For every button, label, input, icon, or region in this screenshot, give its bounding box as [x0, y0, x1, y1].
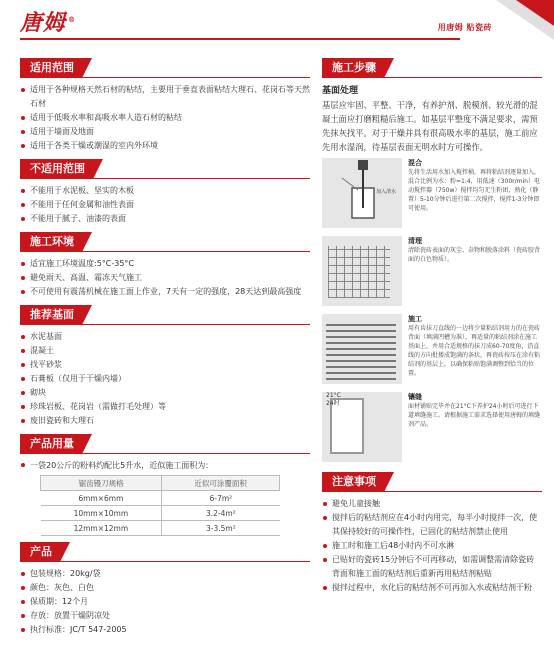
base-text: 基层应牢固、平整、干净，有养护剂、脱模剂、较光滑的混凝土面应打磨粗糙后施工。如基层平整度不满足要求，需预先抹灰找平。对于干燥并具有很高吸水率的基层，施工前应先用水湿润，待基层表面无明水时方可操作。	[322, 100, 538, 152]
temperature-label: 21°C 24时	[326, 392, 341, 407]
list-item: 搅拌过程中，水化后的粘结剂不可再加入水或粘结剂干粉	[322, 581, 542, 595]
usage-intro: 一袋20公斤的粉料约配比5升水，近似施工面积为：	[20, 459, 310, 472]
list-item: 珍珠岩板、花岗岩（需做打毛处理）等	[20, 400, 310, 414]
table-header: 近似可涂覆面积	[162, 476, 280, 491]
section-environment	[20, 232, 310, 299]
step-apply	[322, 314, 542, 388]
corner-decoration	[496, 0, 554, 40]
list-item: 不能用于腻子、油漆的表面	[20, 212, 310, 226]
section-usage	[20, 434, 310, 536]
table-cell: 10mm×10mm	[41, 506, 162, 521]
list-item: 混凝土	[20, 344, 310, 358]
list-item: 保质期：12个月	[20, 595, 310, 609]
list-item: 颜色：灰色、白色	[20, 581, 310, 595]
list-item: 适用于墙面及地面	[20, 125, 310, 139]
page-header	[0, 0, 554, 40]
section-scope	[20, 58, 310, 153]
list-item: 不能用于水泥板、坚实的木板	[20, 184, 310, 198]
step-text: 清理 清除瓷砖表面的灰尘、杂物和脱落涂料（瓷砖胶背面的白色物质）。	[408, 237, 541, 263]
list-item: 砌块	[20, 386, 310, 400]
section-substrates	[20, 305, 310, 428]
list-item: 不能用于任何金属和油性表面	[20, 198, 310, 212]
step-mix	[322, 158, 542, 232]
substrates-list	[20, 330, 310, 428]
list-item: 避免儿童接触	[322, 497, 542, 511]
section-header: 施工步骤	[322, 58, 542, 78]
product-list	[20, 567, 310, 637]
table-cell: 6mm×6mm	[41, 491, 162, 506]
step-text: 混合 先将生活用水加入搅拌桶，再将粘结剂逐量加入，混合比例为水：粉=1:4，用低速（300r/min）电动搅拌器（750w）搅拌均匀无生粉团，熟化（静置）5-10分钟后进行第二次搅拌，搅拌1-3分钟即可使用。	[408, 159, 541, 212]
list-item: 水泥基面	[20, 330, 310, 344]
list-item: 废旧瓷砖和大理石	[20, 414, 310, 428]
brand-tagline: 用唐姆 贴瓷砖	[437, 23, 492, 32]
section-product	[20, 542, 310, 637]
list-item: 找平砂浆	[20, 358, 310, 372]
grout-illustration	[322, 392, 402, 462]
table-header: 锯齿镘刀规格	[41, 476, 162, 491]
list-item: 包装规格：20kg/袋	[20, 567, 310, 581]
section-header: 产品	[20, 542, 310, 562]
trowel-illustration	[322, 314, 402, 384]
step-grout	[322, 392, 542, 466]
tile-illustration	[322, 236, 402, 306]
section-notes	[322, 472, 542, 595]
section-header: 不适用范围	[20, 159, 310, 179]
right-column	[322, 58, 542, 601]
table-cell: 6-7m²	[162, 491, 280, 506]
tile-grid-icon	[328, 246, 390, 298]
section-header: 施工环境	[20, 232, 310, 252]
scope-list	[20, 83, 310, 153]
step-text: 镶缝 面材铺贴完毕并在21°C下养护24小时后可进行下道填缝施工。请根据施工需求选择使用唐姆的填缝剂产品。	[408, 393, 541, 428]
base-title: 基面处理	[322, 86, 359, 96]
list-item: 不可使用有震荡机械在施工面上作业，7天有一定的强度，28天达到最高强度	[20, 285, 310, 299]
list-item: 施工时和施工后48小时内不可水淋	[322, 539, 542, 553]
section-not-scope	[20, 159, 310, 226]
water-label: 加入清水	[376, 189, 397, 195]
list-item: 存放：放置干燥阴凉处	[20, 609, 310, 623]
environment-list	[20, 257, 310, 299]
list-item: 已贴好的瓷砖15分钟后不可再移动，如需调整需清除瓷砖背面和施工面的粘结剂后重新再用粘结剂粘贴	[322, 553, 542, 581]
list-item: 适用于各种规格天然石材的粘结，主要用于垂直表面粘结大理石、花岗石等天然石材	[20, 83, 310, 111]
header-divider	[20, 38, 460, 40]
left-column	[20, 58, 310, 643]
table-row	[41, 491, 280, 506]
step-clean	[322, 236, 542, 310]
mixing-illustration	[322, 158, 402, 228]
section-header: 产品用量	[20, 434, 310, 454]
table-cell: 3-3.5m²	[162, 521, 280, 536]
list-item: 避免雨天、高温、霜冻天气施工	[20, 271, 310, 285]
table-row	[41, 506, 280, 521]
table-cell: 12mm×12mm	[41, 521, 162, 536]
usage-table	[40, 475, 280, 536]
notes-list	[322, 497, 542, 595]
list-item: 适宜施工环境温度:5°C-35°C	[20, 257, 310, 271]
notched-adhesive-icon	[326, 320, 396, 380]
list-item: 适用于低吸水率和高吸水率人造石材的粘结	[20, 111, 310, 125]
list-item: 石膏板（仅用于干燥内墙）	[20, 372, 310, 386]
list-item: 搅拌后的粘结剂应在4小时内用完，每半小时搅拌一次，使其保持较好的可操作性，已固化的粘结剂禁止使用	[322, 511, 542, 539]
brand-logo: 唐姆 ®	[20, 10, 77, 36]
section-steps	[322, 58, 542, 466]
table-row	[41, 521, 280, 536]
table-cell: 3.2-4m²	[162, 506, 280, 521]
not-scope-list	[20, 184, 310, 226]
section-header: 注意事项	[322, 472, 542, 492]
section-header: 推荐基面	[20, 305, 310, 325]
list-item: 适用于各类干燥或潮湿的室内外环境	[20, 139, 310, 153]
list-item: 执行标准：JC/T 547-2005	[20, 623, 310, 637]
step-text: 施工 用有齿抹刀直线的一边将少量粘结剂用力的在瓷砖背面（填满凹槽为准），再适量的粘结剂涂在施工基面上，并用合适规格的抹刀成60-70度角，沿直线的方向批搂成饱满的条状，再瓷砖按压在涂有粘结剂的基层上，以确保粘贴饱满调整到恰当的位置。	[408, 315, 541, 377]
section-header: 适用范围	[20, 58, 310, 78]
